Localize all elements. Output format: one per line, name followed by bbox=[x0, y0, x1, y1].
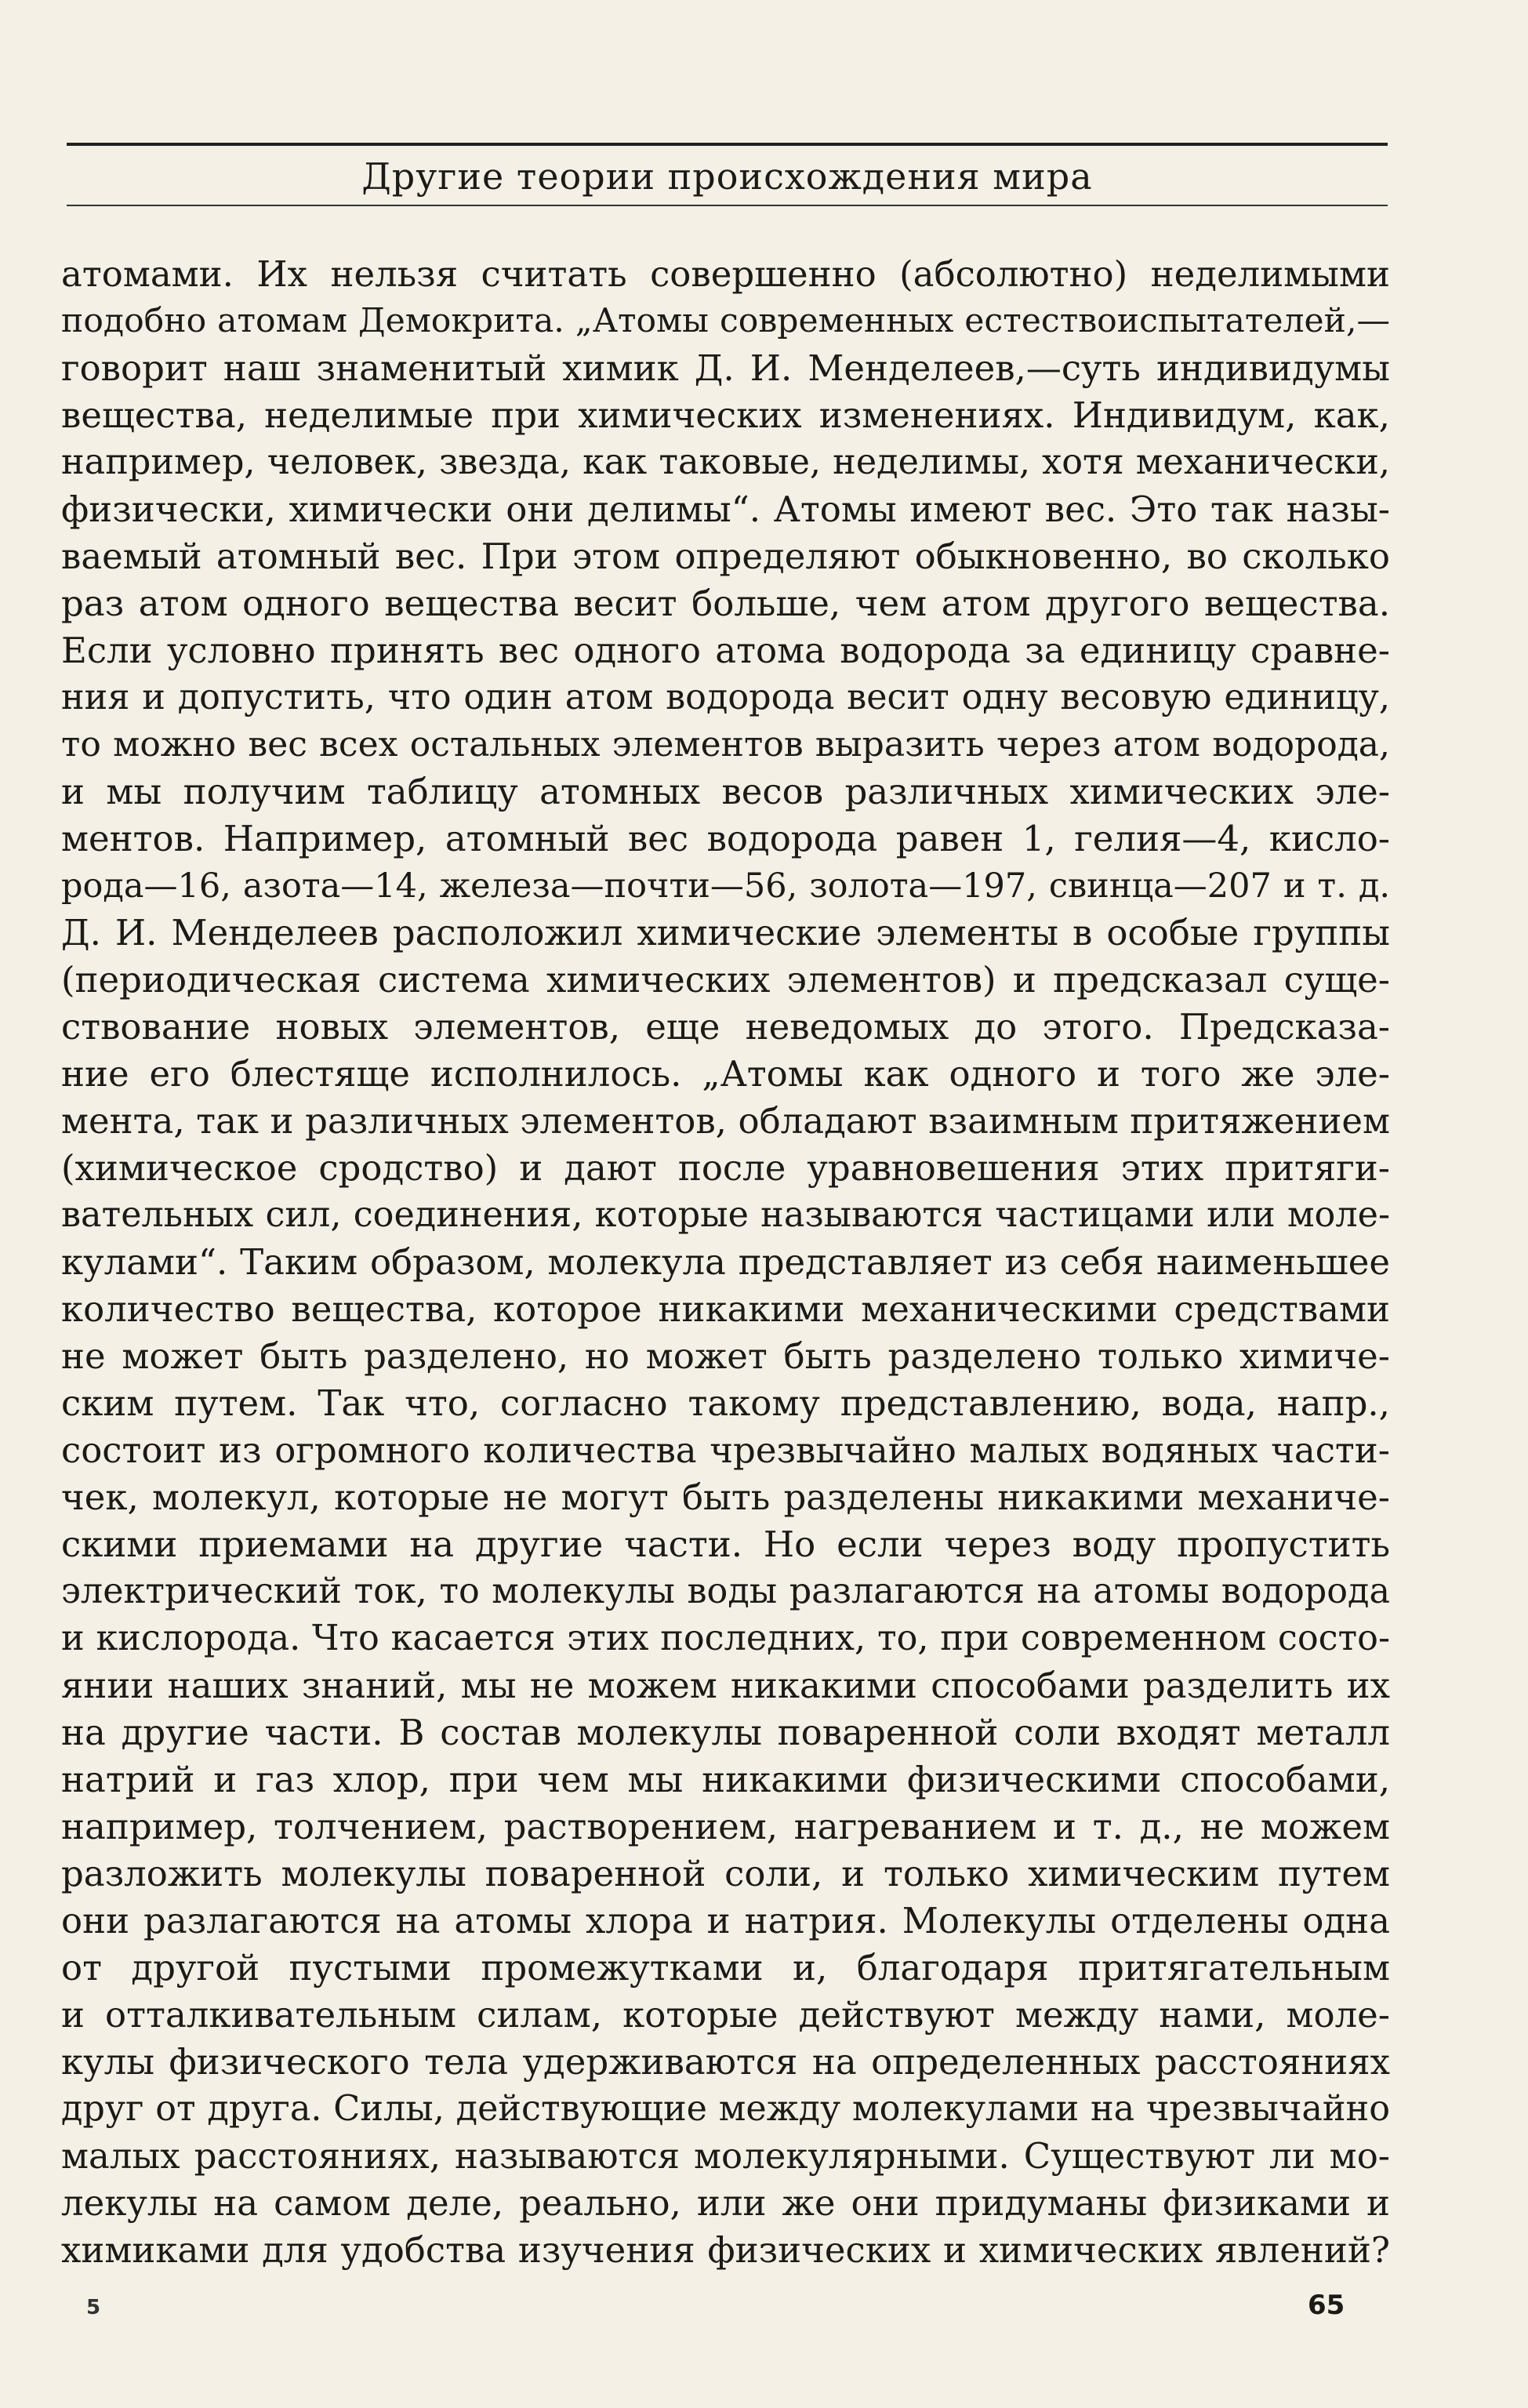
text-line: и отталкивательным силам, которые действуют между нами, моле- bbox=[61, 1994, 1390, 2036]
text-line: атомами. Их нельзя считать совершенно (абсолютно) неделимыми bbox=[61, 253, 1390, 295]
text-line: янии наших знаний, мы не можем никакими способами разделить их bbox=[61, 1665, 1390, 1706]
signature-mark: 5 bbox=[86, 2296, 101, 2319]
text-line: раз атом одного вещества весит больше, чем атом другого вещества. bbox=[61, 583, 1390, 624]
text-line: кулы физического тела удерживаются на определенных расстояниях bbox=[61, 2041, 1390, 2083]
text-line: вательных сил, соединения, которые называются частицами или моле- bbox=[61, 1195, 1390, 1235]
text-line: состоит из огромного количества чрезвычайно малых водяных части- bbox=[61, 1429, 1390, 1471]
text-line: Д. И. Менделеев расположил химические элементы в особые группы bbox=[61, 912, 1390, 953]
header-bottom-rule bbox=[67, 205, 1388, 206]
text-line: ние его блестяще исполнилось. „Атомы как одного и того же эле- bbox=[61, 1053, 1390, 1095]
text-line: лекулы на самом деле, реально, или же они придуманы физиками и bbox=[61, 2182, 1390, 2224]
text-line: например, человек, звезда, как таковые, неделимы, хотя механически, bbox=[61, 442, 1390, 482]
text-line: друг от друга. Силы, действующие между молекулами на чрезвычайно bbox=[61, 2089, 1390, 2129]
text-line: они разлагаются на атомы хлора и натрия. Молекулы отделены одна bbox=[61, 1900, 1390, 1941]
text-line: говорит наш знаменитый химик Д. И. Менделеев,—суть индивидумы bbox=[61, 347, 1390, 389]
page-number: 65 bbox=[1308, 2290, 1345, 2321]
body-text bbox=[61, 251, 1390, 2274]
text-line: например, толчением, растворением, нагреванием и т. д., не можем bbox=[61, 1806, 1390, 1847]
text-line: не может быть разделено, но может быть разделено только химиче- bbox=[61, 1335, 1390, 1377]
text-line: ния и допустить, что один атом водорода весит одну весовую единицу, bbox=[61, 677, 1390, 717]
text-line: и кислорода. Что касается этих последних, то, при современном состо- bbox=[61, 1618, 1390, 1658]
text-line: на другие части. В состав молекулы поваренной соли входят металл bbox=[61, 1712, 1390, 1753]
text-line: то можно вес всех остальных элементов выразить через атом водорода, bbox=[61, 725, 1390, 765]
text-line: подобно атомам Демокрита. „Атомы современных естествоиспытателей,— bbox=[61, 302, 1390, 340]
text-line: Если условно принять вес одного атома водорода за единицу сравне- bbox=[61, 630, 1390, 671]
text-line: электрический ток, то молекулы воды разлагаются на атомы водорода bbox=[61, 1571, 1390, 1611]
text-line: ствование новых элементов, еще неведомых до этого. Предсказа- bbox=[61, 1006, 1390, 1048]
text-line: от другой пустыми промежутками и, благодаря притягательным bbox=[61, 1947, 1390, 1989]
text-line: чек, молекул, которые не могут быть разделены никакими механиче- bbox=[61, 1476, 1390, 1518]
text-line: скими приемами на другие части. Но если через воду пропустить bbox=[61, 1524, 1390, 1565]
text-line: количество вещества, которое никакими механическими средствами bbox=[61, 1288, 1390, 1330]
text-line: малых расстояниях, называются молекулярными. Существуют ли мо- bbox=[61, 2135, 1390, 2177]
header-top-rule bbox=[67, 143, 1388, 146]
text-line: химиками для удобства изучения физических и химических явлений? bbox=[61, 2229, 1390, 2271]
text-line: физически, химически они делимы“. Атомы имеют вес. Это так назы- bbox=[61, 489, 1390, 530]
text-line: вещества, неделимые при химических изменениях. Индивидум, как, bbox=[61, 394, 1390, 436]
text-line: и мы получим таблицу атомных весов различных химических эле- bbox=[61, 771, 1390, 812]
running-title: Другие теории происхождения мира bbox=[361, 155, 1093, 198]
text-line: рода—16, азота—14, железа—почти—56, золота—197, свинца—207 и т. д. bbox=[61, 866, 1390, 906]
text-line: разложить молекулы поваренной соли, и только химическим путем bbox=[61, 1853, 1390, 1894]
text-line: кулами“. Таким образом, молекула представляет из себя наименьшее bbox=[61, 1241, 1390, 1283]
text-line: ментов. Например, атомный вес водорода равен 1, гелия—4, кисло- bbox=[61, 818, 1390, 859]
text-line: мента, так и различных элементов, обладают взаимным притяжением bbox=[61, 1100, 1390, 1142]
text-line: ским путем. Так что, согласно такому представлению, вода, напр., bbox=[61, 1382, 1390, 1424]
text-line: ваемый атомный вес. При этом определяют обыкновенно, во сколько bbox=[61, 536, 1390, 577]
text-line: (периодическая система химических элементов) и предсказал суще- bbox=[61, 959, 1390, 1001]
text-line: (химическое сродство) и дают после уравновешения этих притяги- bbox=[61, 1147, 1390, 1189]
text-line: натрий и газ хлор, при чем мы никакими физическими способами, bbox=[61, 1759, 1390, 1800]
